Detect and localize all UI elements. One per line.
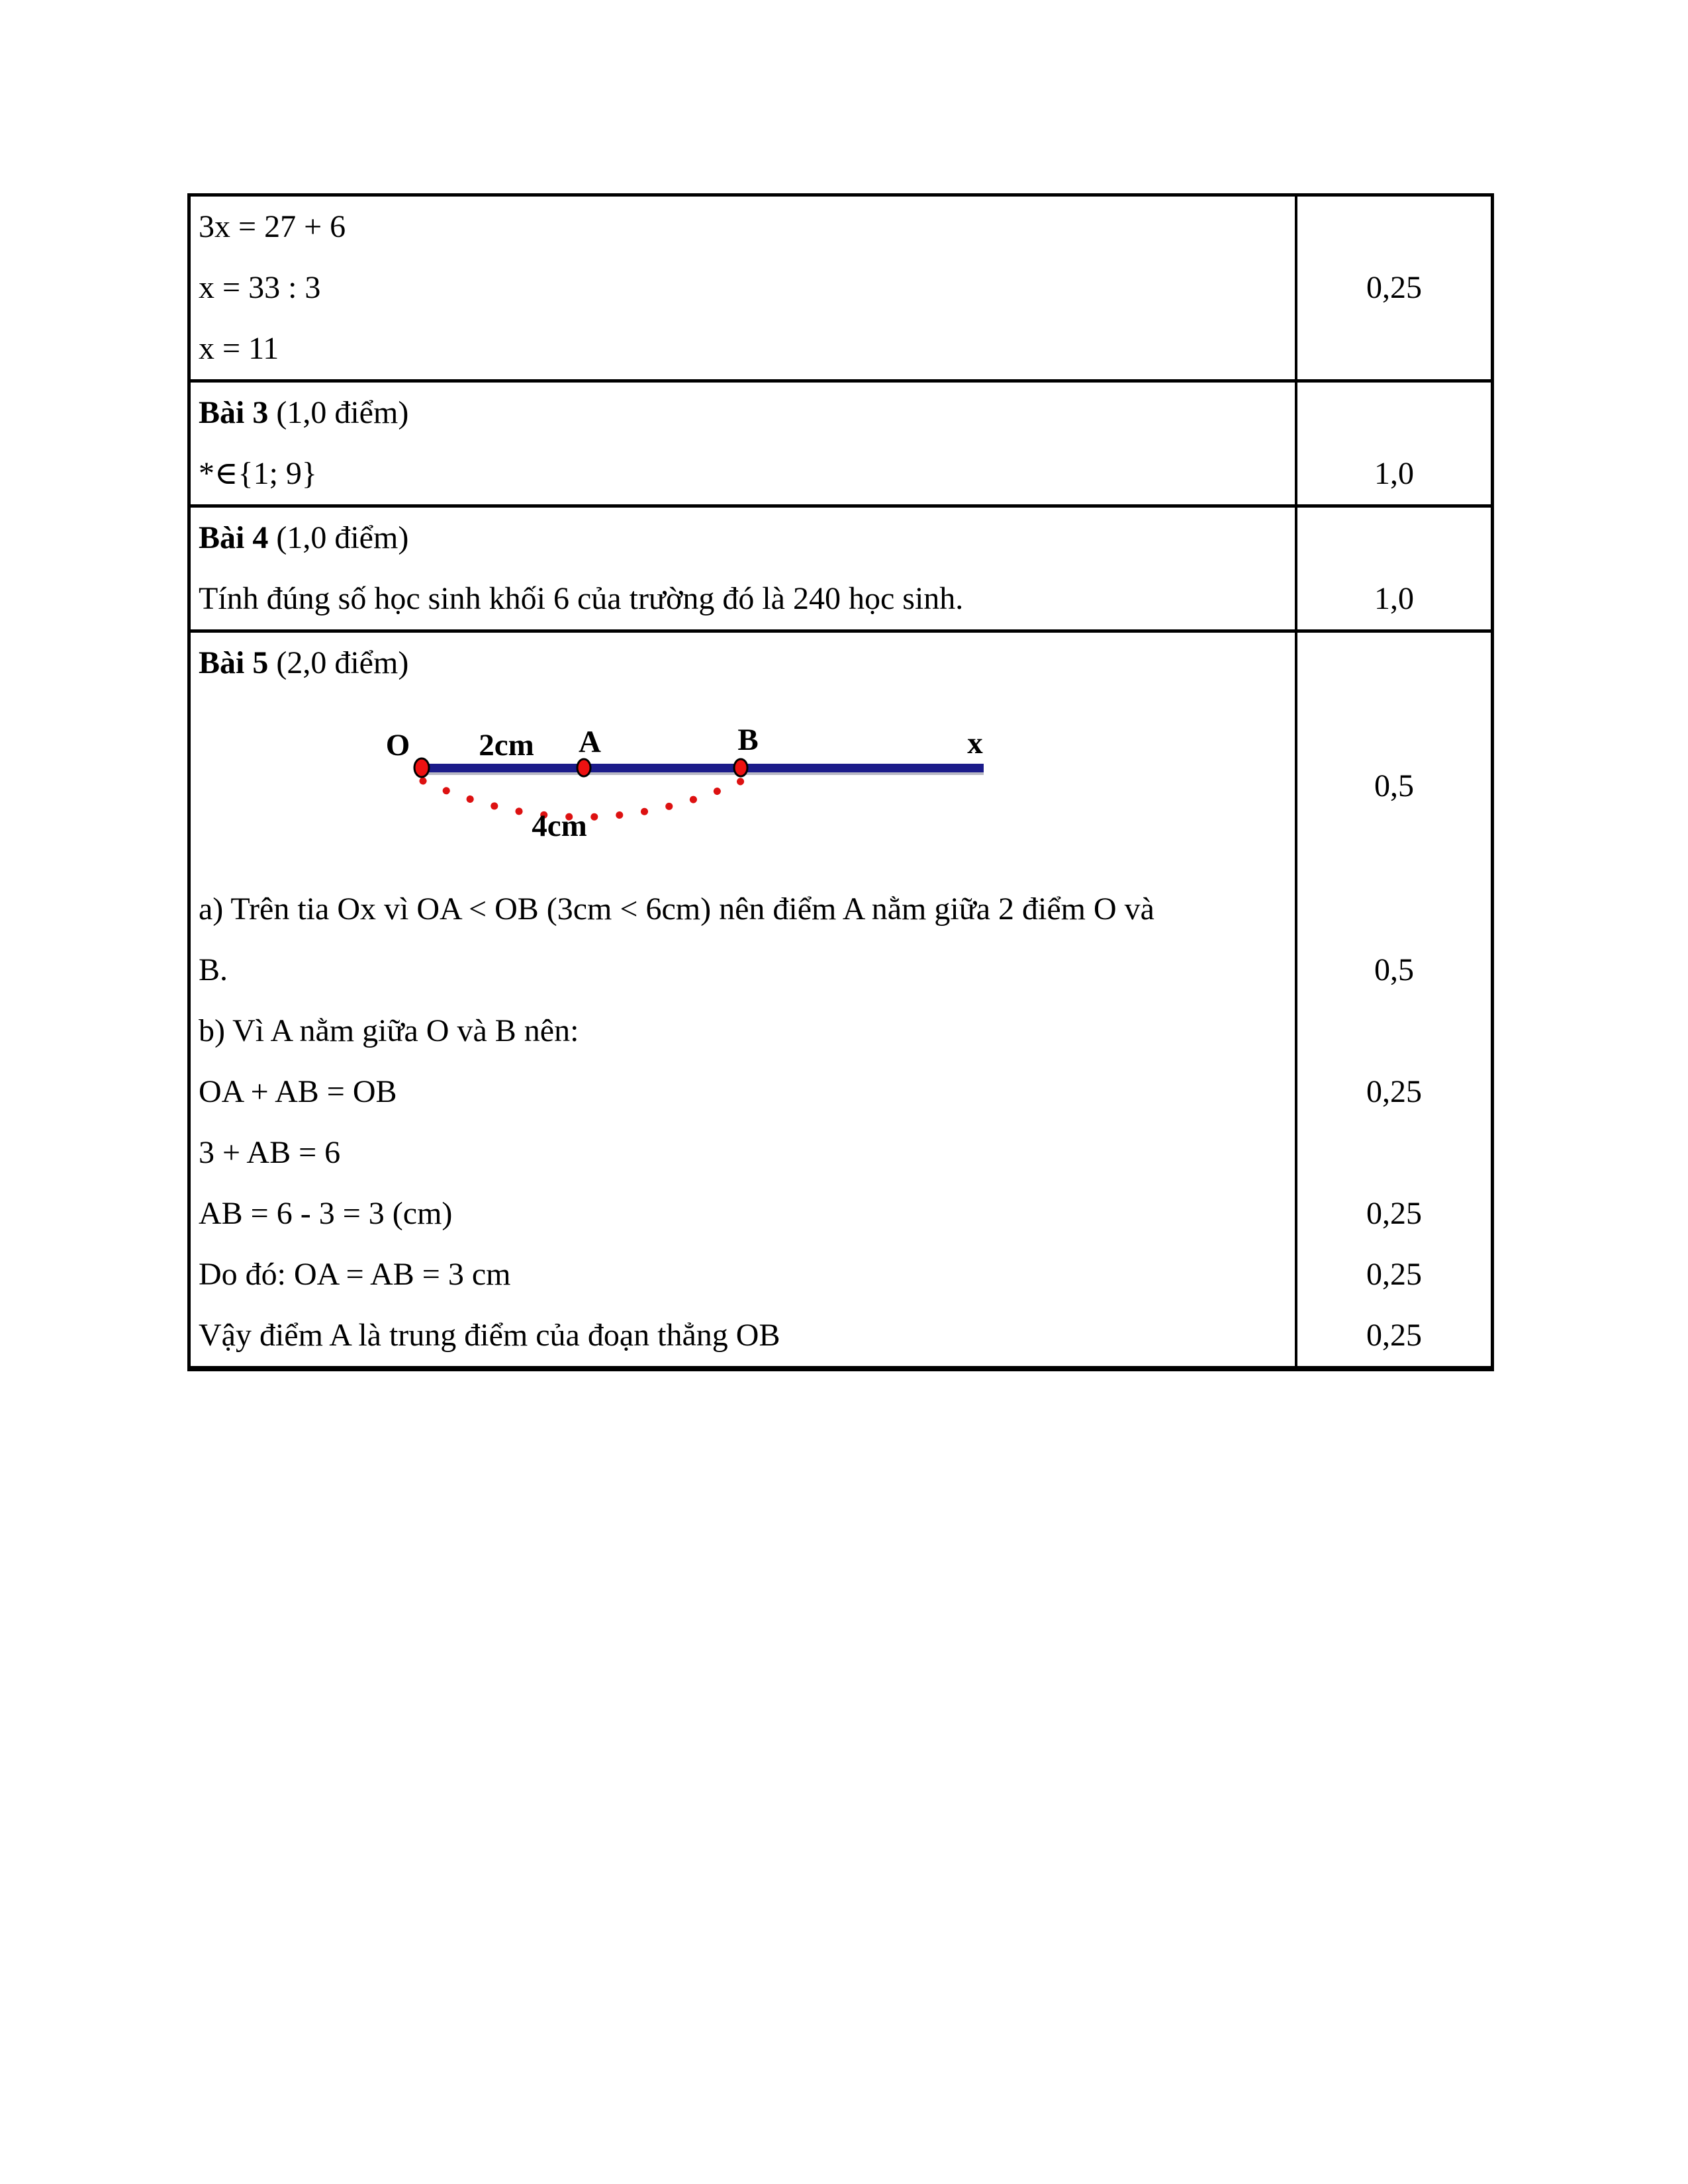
score-cell xyxy=(1295,197,1491,257)
solution-line xyxy=(191,1244,1295,1305)
problem-number: Bài 5 xyxy=(199,645,269,680)
solution-text: OA + AB = OB xyxy=(199,1074,397,1109)
ray-diagram xyxy=(191,694,1295,879)
score-cell xyxy=(1295,257,1491,318)
score-cell xyxy=(1295,1001,1491,1062)
problem-points: (2,0 điểm) xyxy=(268,645,409,680)
point-b-dot xyxy=(734,759,747,776)
ray-ox-diagram-svg xyxy=(199,694,1287,879)
score-cell xyxy=(1295,633,1491,694)
table-subline xyxy=(191,1122,1491,1183)
score-cell xyxy=(1295,383,1491,443)
table-subline xyxy=(191,940,1491,1001)
score-cell xyxy=(1295,879,1491,940)
solution-text: Vậy điểm A là trung điểm của đoạn thẳng OB xyxy=(199,1318,780,1353)
table-row-bai-3 xyxy=(191,379,1491,504)
table-subline xyxy=(191,1183,1491,1244)
score-cell xyxy=(1295,694,1491,879)
score-value: 0,25 xyxy=(1366,270,1422,305)
solution-text: 3x = 27 + 6 xyxy=(199,209,346,244)
solution-line xyxy=(191,318,1295,379)
score-cell xyxy=(1295,318,1491,379)
table-subline xyxy=(191,1062,1491,1122)
table-subline xyxy=(191,257,1491,318)
solution-line xyxy=(191,257,1295,318)
table-row-equation xyxy=(191,197,1491,379)
score-cell xyxy=(1295,508,1491,569)
solution-text: *∈{1; 9} xyxy=(199,456,317,491)
solution-line xyxy=(191,1001,1295,1062)
score-cell xyxy=(1295,940,1491,1001)
label-origin-o: O xyxy=(385,728,410,762)
score-value: 0,5 xyxy=(1374,768,1414,803)
solution-text: b) Vì A nằm giữa O và B nên: xyxy=(199,1013,579,1048)
score-value: 1,0 xyxy=(1374,456,1414,491)
problem-points: (1,0 điểm) xyxy=(268,395,409,430)
label-point-a: A xyxy=(579,725,601,759)
solution-text: Tính đúng số học sinh khối 6 của trường đó là 240 học sinh. xyxy=(199,581,964,616)
problem-points: (1,0 điểm) xyxy=(268,520,409,555)
solution-line xyxy=(191,879,1295,940)
solution-text: 3 + AB = 6 xyxy=(199,1135,341,1170)
score-value: 0,25 xyxy=(1366,1196,1422,1231)
solution-text: a) Trên tia Ox vì OA < OB (3cm < 6cm) nên điểm A nằm giữa 2 điểm O và xyxy=(199,891,1154,927)
label-ray-x: x xyxy=(967,726,983,760)
table-row-bai-4 xyxy=(191,504,1491,629)
score-value: 0,25 xyxy=(1366,1074,1422,1109)
table-subline xyxy=(191,383,1491,443)
solution-line xyxy=(191,1062,1295,1122)
table-subline xyxy=(191,318,1491,379)
problem-heading xyxy=(191,633,1295,694)
score-value: 1,0 xyxy=(1374,581,1414,616)
solution-text: Do đó: OA = AB = 3 cm xyxy=(199,1257,511,1292)
solution-text: AB = 6 - 3 = 3 (cm) xyxy=(199,1196,453,1231)
ray-line xyxy=(416,764,984,772)
problem-number: Bài 3 xyxy=(199,395,269,430)
score-cell xyxy=(1295,569,1491,629)
table-subline xyxy=(191,197,1491,257)
table-subline xyxy=(191,1305,1491,1366)
solution-line xyxy=(191,1305,1295,1366)
score-value: 0,5 xyxy=(1374,952,1414,987)
score-value: 0,25 xyxy=(1366,1257,1422,1292)
solution-text: x = 33 : 3 xyxy=(199,270,321,305)
point-a-dot xyxy=(577,759,590,776)
table-subline xyxy=(191,569,1491,629)
problem-heading xyxy=(191,383,1295,443)
label-segment-2cm: 2cm xyxy=(479,728,534,762)
table-subline xyxy=(191,633,1491,694)
solution-line xyxy=(191,197,1295,257)
score-cell xyxy=(1295,1183,1491,1244)
diagram-subline xyxy=(191,694,1491,879)
score-cell xyxy=(1295,1062,1491,1122)
table-subline xyxy=(191,508,1491,569)
score-value: 0,25 xyxy=(1366,1318,1422,1353)
solution-line xyxy=(191,443,1295,504)
answer-key-table xyxy=(187,193,1494,1371)
solution-line xyxy=(191,940,1295,1001)
table-subline xyxy=(191,443,1491,504)
solution-line xyxy=(191,1122,1295,1183)
score-cell xyxy=(1295,1122,1491,1183)
problem-heading xyxy=(191,508,1295,569)
solution-line xyxy=(191,1183,1295,1244)
table-subline xyxy=(191,1001,1491,1062)
solution-text: B. xyxy=(199,952,228,987)
label-point-b: B xyxy=(737,723,759,757)
table-row-bai-5 xyxy=(191,629,1491,1366)
score-cell xyxy=(1295,443,1491,504)
score-cell xyxy=(1295,1244,1491,1305)
label-segment-4cm: 4cm xyxy=(532,809,587,843)
solution-line xyxy=(191,569,1295,629)
solution-text: x = 11 xyxy=(199,331,279,366)
table-subline xyxy=(191,879,1491,940)
problem-number: Bài 4 xyxy=(199,520,269,555)
table-subline xyxy=(191,1244,1491,1305)
point-o-dot xyxy=(414,758,429,777)
score-cell xyxy=(1295,1305,1491,1366)
